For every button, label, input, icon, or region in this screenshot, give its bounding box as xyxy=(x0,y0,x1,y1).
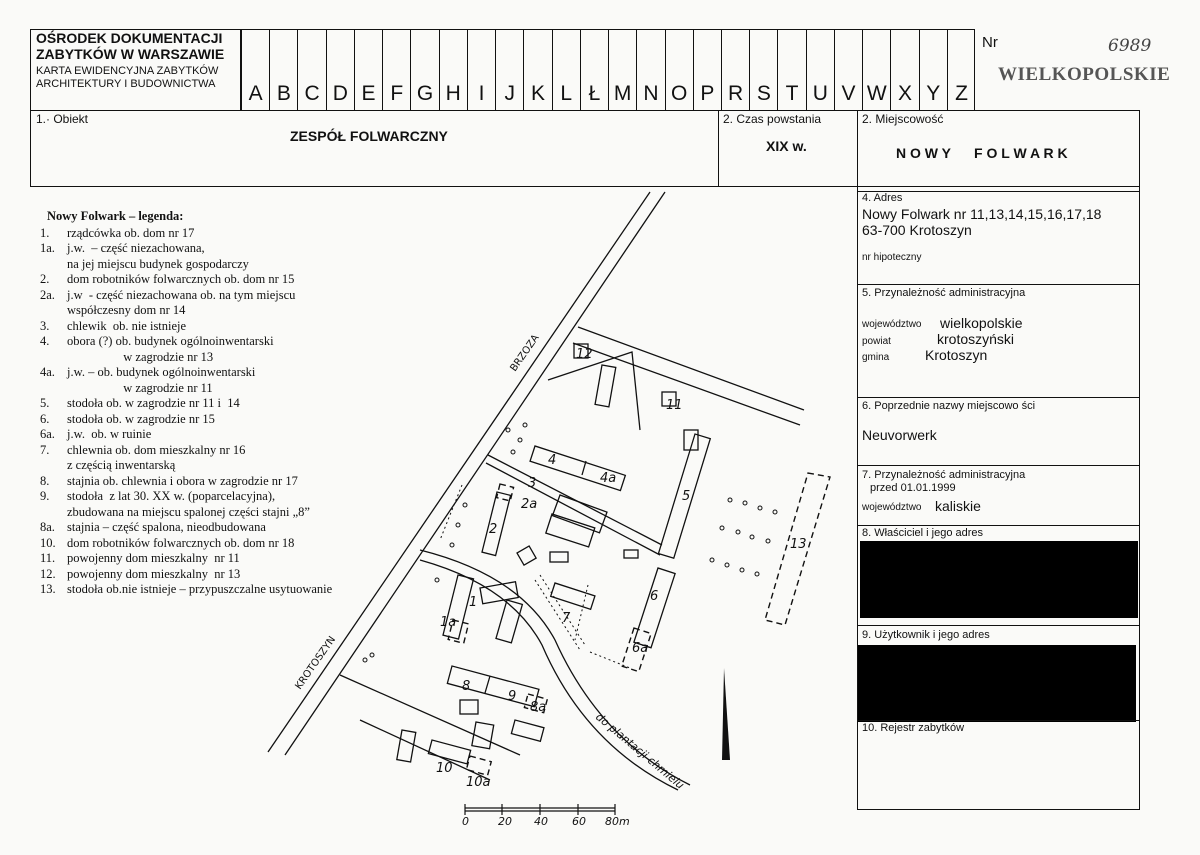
legend-number: 4. xyxy=(40,334,50,348)
building-label: 6 xyxy=(650,589,659,604)
locality-value: N O W Y F O L W A R K xyxy=(896,145,1068,161)
building-label: 8a xyxy=(530,700,547,715)
legend-text: dom robotników folwarcznych ob. dom nr 15 xyxy=(67,272,295,286)
building-label: 13 xyxy=(790,537,807,552)
building-label: 3 xyxy=(528,476,537,491)
legend-text: współczesny dom nr 14 xyxy=(67,303,186,317)
building-label: 12 xyxy=(576,347,593,362)
index-letter: E xyxy=(354,30,382,110)
former-names-label: 6. Poprzednie nazwy miejscowo ści xyxy=(862,400,1036,412)
address-line2: 63-700 Krotoszyn xyxy=(862,222,972,238)
index-letter: R xyxy=(721,30,749,110)
legend-number: 10. xyxy=(40,535,56,550)
commune-label: gmina xyxy=(862,352,890,363)
index-letter: T xyxy=(777,30,805,110)
scale-label: 80m xyxy=(605,815,630,828)
building-label: 10 xyxy=(436,761,453,776)
index-letter: A xyxy=(241,30,269,110)
nr-value: 6989 xyxy=(1108,36,1152,56)
legend-number: 8. xyxy=(40,473,50,488)
scale-label: 40 xyxy=(534,815,548,828)
former-voivodeship-value: kaliskie xyxy=(935,498,981,514)
legend-number: 1a. xyxy=(40,241,55,255)
legend-text: powojenny dom mieszkalny nr 13 xyxy=(67,566,241,581)
index-letter: J xyxy=(495,30,523,110)
index-letter: H xyxy=(439,30,467,110)
object-value: ZESPÓŁ FOLWARCZNY xyxy=(290,128,448,144)
register-label: 10. Rejestr zabytków xyxy=(862,722,965,734)
former-voivodeship-label: województwo xyxy=(862,502,922,513)
voivodeship-label: województwo xyxy=(862,319,922,330)
index-letter: F xyxy=(382,30,410,110)
building-label: 4 xyxy=(548,453,557,468)
county-label: powiat xyxy=(862,336,891,347)
legend-number: 2. xyxy=(40,272,50,286)
nr-label: Nr xyxy=(982,34,998,51)
index-letter: X xyxy=(890,30,918,110)
legend-number: 6. xyxy=(40,411,50,426)
user-label: 9. Użytkownik i jego adres xyxy=(862,629,990,641)
legend-number: 13. xyxy=(40,582,56,596)
building-label: 4a xyxy=(600,471,617,486)
scale-label: 0 xyxy=(462,815,469,828)
index-letter: Y xyxy=(919,30,947,110)
legend-text: w zagrodzie nr 11 xyxy=(67,380,213,395)
building-label: 9 xyxy=(508,689,517,704)
road-label-krotoszyn: KROTOSZYN xyxy=(293,634,339,692)
legend-text: w zagrodzie nr 13 xyxy=(67,349,214,364)
building-label: 5 xyxy=(682,489,691,504)
index-letter: S xyxy=(749,30,777,110)
address-line1: Nowy Folwark nr 11,13,14,15,16,17,18 xyxy=(862,206,1102,222)
building-label: 1 xyxy=(469,595,478,610)
building-label: 8 xyxy=(462,679,471,694)
owner-label: 8. Właściciel i jego adres xyxy=(862,527,984,539)
legend-text: j.w. – ob. budynek ogólnoinwentarski xyxy=(67,365,256,379)
legend-text: j.w. – część niezachowana, xyxy=(67,241,205,255)
legend-text: j.w. ob. w ruinie xyxy=(67,427,152,441)
legend-text: na jej miejscu budynek gospodarczy xyxy=(67,256,249,271)
former-admin-label: 7. Przynależność administracyjna xyxy=(862,469,1026,481)
county-value: krotoszyński xyxy=(937,331,1015,347)
legend-number: 11. xyxy=(40,551,56,565)
index-letter: M xyxy=(608,30,636,110)
index-letter: Z xyxy=(947,30,975,110)
legend-title: Nowy Folwark – legenda: xyxy=(47,209,184,223)
road-label-hop: do plantacji chmielu xyxy=(593,710,687,792)
legend-number: 2a. xyxy=(40,287,55,302)
index-letter: I xyxy=(467,30,495,110)
building-label: 2a xyxy=(521,497,538,512)
date-value: XIX w. xyxy=(766,138,807,154)
legend-text: j.w - część niezachowana ob. na tym miejscu xyxy=(67,287,296,302)
voivodeship-value: wielkopolskie xyxy=(940,315,1023,331)
index-letter: N xyxy=(636,30,664,110)
locality-label: 2. Miejscowość xyxy=(862,112,944,126)
legend-text: stodoła z lat 30. XX w. (poparcelacyjna), xyxy=(67,489,276,503)
legend-number: 1. xyxy=(40,225,50,240)
region-stamp: WIELKOPOLSKIE xyxy=(998,64,1171,85)
index-letter: C xyxy=(297,30,325,110)
legend-text: powojenny dom mieszkalny nr 11 xyxy=(67,551,240,565)
legend-text: zbudowana na miejscu spalonej części stajni „8” xyxy=(67,504,310,519)
legend-number: 6a. xyxy=(40,427,55,441)
building-label: 11 xyxy=(666,398,683,413)
scale-label: 20 xyxy=(498,815,512,828)
index-letter: O xyxy=(665,30,693,110)
legend-text: chlewnia ob. dom mieszkalny nr 16 xyxy=(67,442,246,457)
card-type: KARTA EWIDENCYJNA ZABYTKÓW ARCHITEKTURY I BUDOWNICTWA xyxy=(36,65,219,90)
commune-value: Krotoszyn xyxy=(925,347,988,363)
legend-number: 4a. xyxy=(40,365,55,379)
legend-text: dom robotników folwarcznych ob. dom nr 18 xyxy=(67,535,295,550)
legend-text: rządcówka ob. dom nr 17 xyxy=(67,225,195,240)
building-label: 6a xyxy=(632,641,649,656)
legend-number: 12. xyxy=(40,566,56,581)
legend-text: stodoła ob. w zagrodzie nr 11 i 14 xyxy=(67,396,240,410)
legend-number: 7. xyxy=(40,442,50,457)
former-names-value: Neuvorwerk xyxy=(862,427,937,443)
mortgage-label: nr hipoteczny xyxy=(862,252,922,263)
index-letter: V xyxy=(834,30,862,110)
legend-text: z częścią inwentarską xyxy=(67,458,176,472)
index-letter: G xyxy=(410,30,438,110)
object-label: 1.· Obiekt xyxy=(36,112,89,126)
index-letter: B xyxy=(269,30,297,110)
legend-text: stodoła ob. w zagrodzie nr 15 xyxy=(67,411,215,426)
address-label: 4. Adres xyxy=(862,192,903,204)
index-letter: D xyxy=(326,30,354,110)
road-label-brzoza: BRZOZA xyxy=(508,332,542,374)
building-label: 10a xyxy=(466,775,491,790)
building-label: 7 xyxy=(562,611,571,626)
building-label: 1a xyxy=(440,615,457,630)
building-label: 2 xyxy=(489,522,498,537)
index-letter: Ł xyxy=(580,30,608,110)
legend-text: stajnia ob. chlewnia i obora w zagrodzie nr 17 xyxy=(67,473,298,488)
admin-label: 5. Przynależność administracyjna xyxy=(862,287,1026,299)
legend-number: 3. xyxy=(40,318,50,333)
legend-number: 9. xyxy=(40,489,50,503)
legend-number: 8a. xyxy=(40,520,55,534)
index-letter: U xyxy=(806,30,834,110)
former-admin-sub: przed 01.01.1999 xyxy=(870,482,956,494)
date-label: 2. Czas powstania xyxy=(723,112,822,126)
index-letter: L xyxy=(552,30,580,110)
legend-text: chlewik ob. nie istnieje xyxy=(67,318,187,333)
index-letter: W xyxy=(862,30,890,110)
institution-name: OŚRODEK DOKUMENTACJI ZABYTKÓW W WARSZAWIE xyxy=(36,30,225,62)
scale-label: 60 xyxy=(572,815,586,828)
legend-text: obora (?) ob. budynek ogólnoinwentarski xyxy=(67,334,274,348)
index-letter: K xyxy=(523,30,551,110)
legend-text: stodoła ob.nie istnieje – przypuszczalne usytuowanie xyxy=(67,582,333,596)
index-letter: P xyxy=(693,30,721,110)
legend-text: stajnia – część spalona, nieodbudowana xyxy=(67,520,266,534)
legend-number: 5. xyxy=(40,396,50,410)
